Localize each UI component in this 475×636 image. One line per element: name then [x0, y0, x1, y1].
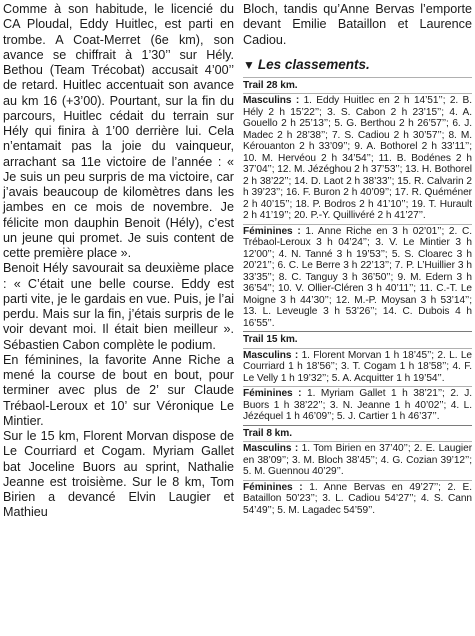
category-results: 1. Eddy Huitlec en 2 h 14’51’’; 2. B. Hély 2 h 15’22’’; 3. S. Cabon 2 h 23’15’’; 4. A. Gouello 2 h 25’13’’; 5. G. Berthou 2 h 26’57’’; 6. J. Madec 2 h 28’38’’; 7. S. Cadiou 2 h 30’57’’; 8. M. Kérouanton 2 h 33’09’’; 9. A. Bothorel 2 h 33’11’’; 10. M. Hervéou 2 h 34’54’’; 11. B. Bodénes 2 h 37’04’’; 12. M. Jézéghou 2 h 37’53’’; 13. H. Bothorel 2 h 38’22’’; 14. D. Laot 2 h 38’33’’; 15. R. Calvarin 2 h 39’23’’; 16. F. Buron 2 h 40’09’’; 17. R. Quéméner 2 h 40’15’’; 18. P. Bodros 2 h 41’10’’; 19. T. Hurault 2 h 41’19’’; 20. P.-Y. Quillivéré 2 h 41’27’’.: [243, 95, 473, 222]
divider: [243, 441, 472, 442]
divider: [243, 93, 472, 94]
article-paragraph: Sur le 15 km, Florent Morvan dispose de Le Courriard et Cogam. Myriam Gallet bat Joceline Buors au sprint, Nathalie Jeanne est troisième. Sur le 8 km, Tom Birien a devancé Elvin Laugier et Mathieu: [3, 429, 234, 520]
article-paragraph: Comme à son habitude, le licencié du CA Ploudal, Eddy Huitlec, est parti en trombe. A Coat-Merret (6e km), son avance se chiffrait à 1’30’’ sur Hély. Bethou (Team Trécobat) accusait 4’00’’ de retard. Huitlec accentuait son avance au km 16 (+3’00). Pourtant, sur la fin du parcours, Huitlec cédait du terrain sur Hély qui finira à 1’00 derrière lui. Cela n’entamait pas la joie du vainqueur, arrachant sa 11e victoire de l’année : « Je suis un peu surpris de ma victoire, car j’avais beaucoup de kilomètres dans les jambes en ce mois de novembre. Je félicite mon dauphin Benoit (Hély), c’est un jeune qui promet. Je suis content de cette première place ».: [3, 2, 234, 260]
divider: [243, 224, 472, 225]
results-category: [243, 443, 472, 478]
article-left-column: [3, 2, 234, 521]
category-label: Masculins :: [243, 349, 299, 361]
article-continuation: Bloch, tandis qu’Anne Bervas l’emporte devant Emilie Bataillon et Laurence Cadiou.: [243, 2, 472, 47]
category-label: Masculins :: [243, 443, 299, 455]
divider: [243, 331, 472, 332]
results-category: [243, 95, 472, 222]
results-heading: [243, 57, 472, 73]
results-title: Les classements.: [257, 56, 370, 72]
article-paragraph: Benoit Hély savourait sa deuxième place : « C’était une belle course. Eddy est parti vite, je le gardais en vue. Puis, je l’ai perdu. Mais sur la fin, j’étais surpris de le voir devant moi. Il était bien meilleur ». Sébastien Cabon complète le podium.: [3, 261, 235, 352]
article-paragraph: En féminines, la favorite Anne Riche a mené la course de bout en bout, pour terminer avec plus de 2’ sur Claude Trébaol-Leroux et 10’ sur Véronique Le Mintier.: [3, 352, 234, 428]
results-category: [243, 226, 472, 330]
divider: [243, 480, 472, 481]
category-results: 1. Myriam Gallet 1 h 38’21’’; 2. J. Buors 1 h 38’22’’; 3. N. Jeanne 1 h 40’02’’; 4. L. Jézéquel 1 h 46’09’’; 5. J. Cartier 1 h 46’37’’.: [243, 388, 472, 423]
race-title: Trail 8 km.: [243, 427, 292, 439]
results-block: [243, 77, 472, 517]
divider: [243, 425, 472, 426]
category-label: Féminines :: [243, 225, 301, 237]
divider: [243, 348, 472, 349]
divider: [243, 386, 472, 387]
results-category: [243, 482, 472, 517]
category-label: Masculins :: [243, 95, 300, 107]
category-results: 1. Tom Birien en 37’40’’; 2. E. Laugier en 38’09’’; 3. M. Bloch 38’45’’; 4. G. Cozian 39’12’’; 5. M. Guennou 40’29’’.: [243, 443, 473, 478]
results-category: [243, 388, 472, 423]
triangle-down-icon: ▼: [243, 57, 255, 72]
article-right-column: [243, 2, 472, 516]
race-title: Trail 15 km.: [243, 334, 298, 346]
category-label: Féminines :: [243, 388, 302, 400]
category-label: Féminines :: [243, 481, 303, 493]
results-category: [243, 350, 472, 385]
category-results: 1. Anne Riche en 3 h 02’01’’; 2. C. Trébaol-Leroux 3 h 04’24’’; 3. V. Le Mintier 3 h 12’00’’; 4. N. Tanné 3 h 19’53’’; 5. S. Cloarec 3 h 20’21’’; 6. C. Le Berre 3 h 22’13’’; 7. P. L’Huillier 3 h 33’35’’; 8. C. Tanguy 3 h 36’50’’; 9. M. Edern 3 h 36’54’’; 10. V. Ollier-Cléren 3 h 40’11’’; 11. C.-T. Le Moigne 3 h 44’30’’; 12. M.-P. Moysan 3 h 53’14’’; 13. L. Leveugle 3 h 53’26’’; 14. C. Dubois 4 h 16’55’’.: [243, 225, 473, 329]
divider: [243, 77, 472, 78]
category-results: 1. Florent Morvan 1 h 18’45’’; 2. L. Le Courriard 1 h 18’56’’; 3. T. Cogam 1 h 18’58’’; 4. F. Le Velly 1 h 19’32’’; 5. A. Acquitter 1 h 19’54’’.: [243, 349, 473, 384]
category-results: 1. Anne Bervas en 49’27’’; 2. E. Bataillon 50’23’’; 3. L. Cadiou 54’27’’; 4. S. Cann 54’49’’; 5. M. Lagadec 54’59’’.: [243, 481, 472, 516]
race-title: Trail 28 km.: [243, 79, 298, 91]
